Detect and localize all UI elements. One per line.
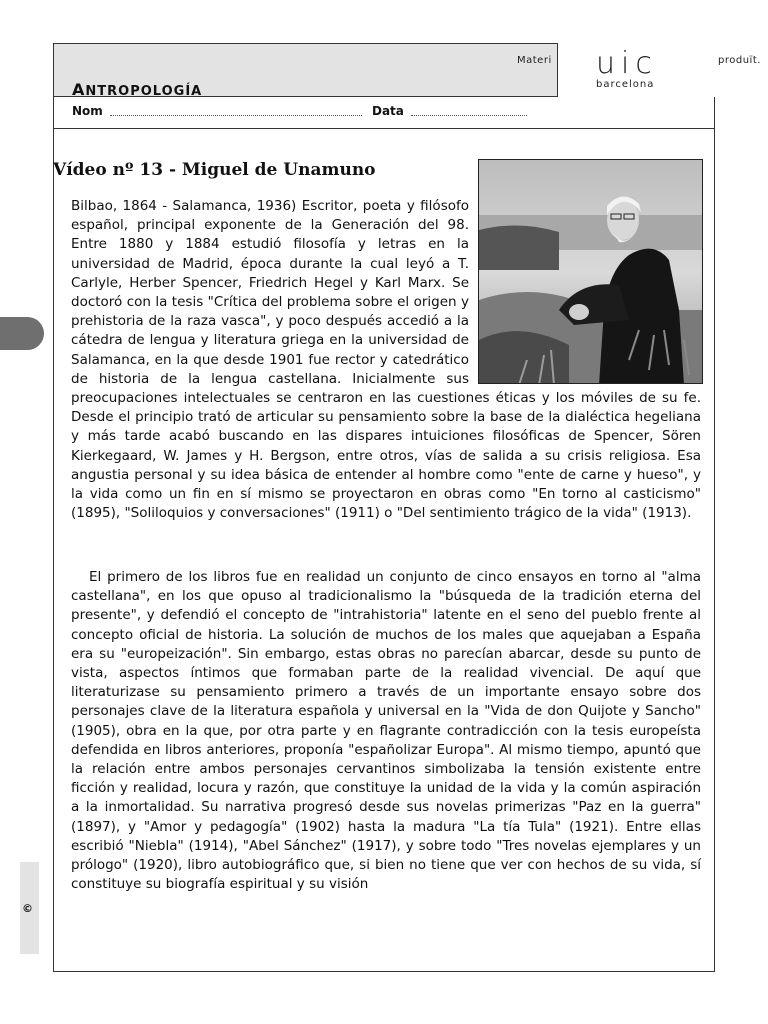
nom-field[interactable] bbox=[110, 115, 362, 116]
article-paragraph-1 bbox=[71, 197, 701, 523]
logo-mark: uic bbox=[596, 46, 658, 81]
article-paragraph-2: El primero de los libros fue en realidad un conjunto de cinco ensayos en torno al "alma castellana", en los que opuso al tradicionalismo la "búsqueda de la tradición eterna del presente", y defendió el concepto de "intrahistoria" latente en el seno del pueblo frente al concepto oficial de historia. La solución de muchos de los males que aquejaban a España era su "europeización". Sin embargo, estas obras no parecían abarcar, desde su punto de vista, aspectos íntimos que formaban parte de la realidad vivencial. De aquí que literaturizase su pensamiento primero a través de un importante ensayo sobre dos personajes clave de la literatura española y universal en la "Vida de don Quijote y Sancho" (1905), obra en la que, por otra parte y en flagrante contradicción con la tesis europeísta defendida en libros anteriores, proponía "españolizar Europa". Al mismo tiempo, apuntó que la relación entre ambos personajes cervantinos simbolizaba la tensión existente entre ficción y realidad, locura y razón, que constituye la unidad de la vida y la común aspiración a la inmortalidad. Su narrativa progresó desde sus novelas primerizas "Paz en la guerra" (1897), y "Amor y pedagogía" (1902) hasta la madura "La tía Tula" (1921). Entre ellas escribió "Niebla" (1914), "Abel Sánchez" (1917), y sobre todo "Tres novelas ejemplares y un prólogo" (1920), libro autobiográfico que, si bien no tiene que ver con hechos de su vida, sí constituye su biografía espiritual y su visión bbox=[71, 569, 701, 893]
materials-notice-right: produït. bbox=[718, 55, 761, 66]
form-divider bbox=[53, 128, 715, 129]
side-tab bbox=[0, 317, 44, 350]
data-field[interactable] bbox=[411, 115, 527, 116]
uic-logo bbox=[557, 43, 715, 97]
data-label: Data bbox=[372, 104, 404, 118]
subject-rest: NTROPOLOGÍA bbox=[85, 84, 203, 99]
subject-title bbox=[72, 80, 202, 99]
image-wrap-space bbox=[469, 197, 701, 383]
nom-label: Nom bbox=[72, 104, 103, 118]
copyright-icon: © bbox=[22, 902, 33, 915]
paragraph-1-text: Bilbao, 1864 - Salamanca, 1936) Escritor, poeta y filósofo español, principal exponente de la Generación del 98. Entre 1880 y 1884 estudió filosofía y letras en la universidad de Madrid, época durante la cual leyó a T. Carlyle, Herber Spencer, Friedrich Hegel y Karl Marx. Se doctoró con la tesis "Crítica del problema sobre el origen y prehistoria de la raza vasca", y poco después accedió a la cátedra de lengua y literatura griega en la universidad de Salamanca, en la que desde 1901 fue rector y catedrático de historia de la lengua castellana. Inicialmente sus preocupaciones intelectuales se centraron en las cuestiones éticas y los móviles de su fe. Desde el principio trató de articular su pensamiento sobre la base de la dialéctica hegeliana y más tarde acabó buscando en las dispares intuiciones filosóficas de Spencer, Sören Kierkegaard, W. James y H. Bergson, entre otros, vías de salida a su crisis religiosa. Esa angustia personal y su idea básica de entender al hombre como "ente de carne y hueso", y la vida como un fin en sí mismo se proyectaron en obras como "En torno al casticismo" (1895), "Soliloquios y conversaciones" (1911) o "Del sentimiento trágico de la vida" (1913). bbox=[71, 198, 701, 522]
article-title: Vídeo nº 13 - Miguel de Unamuno bbox=[53, 160, 376, 180]
logo-subtitle: barcelona bbox=[596, 79, 655, 90]
materials-notice-left: Materi bbox=[517, 55, 552, 66]
subject-initial: A bbox=[72, 80, 86, 99]
